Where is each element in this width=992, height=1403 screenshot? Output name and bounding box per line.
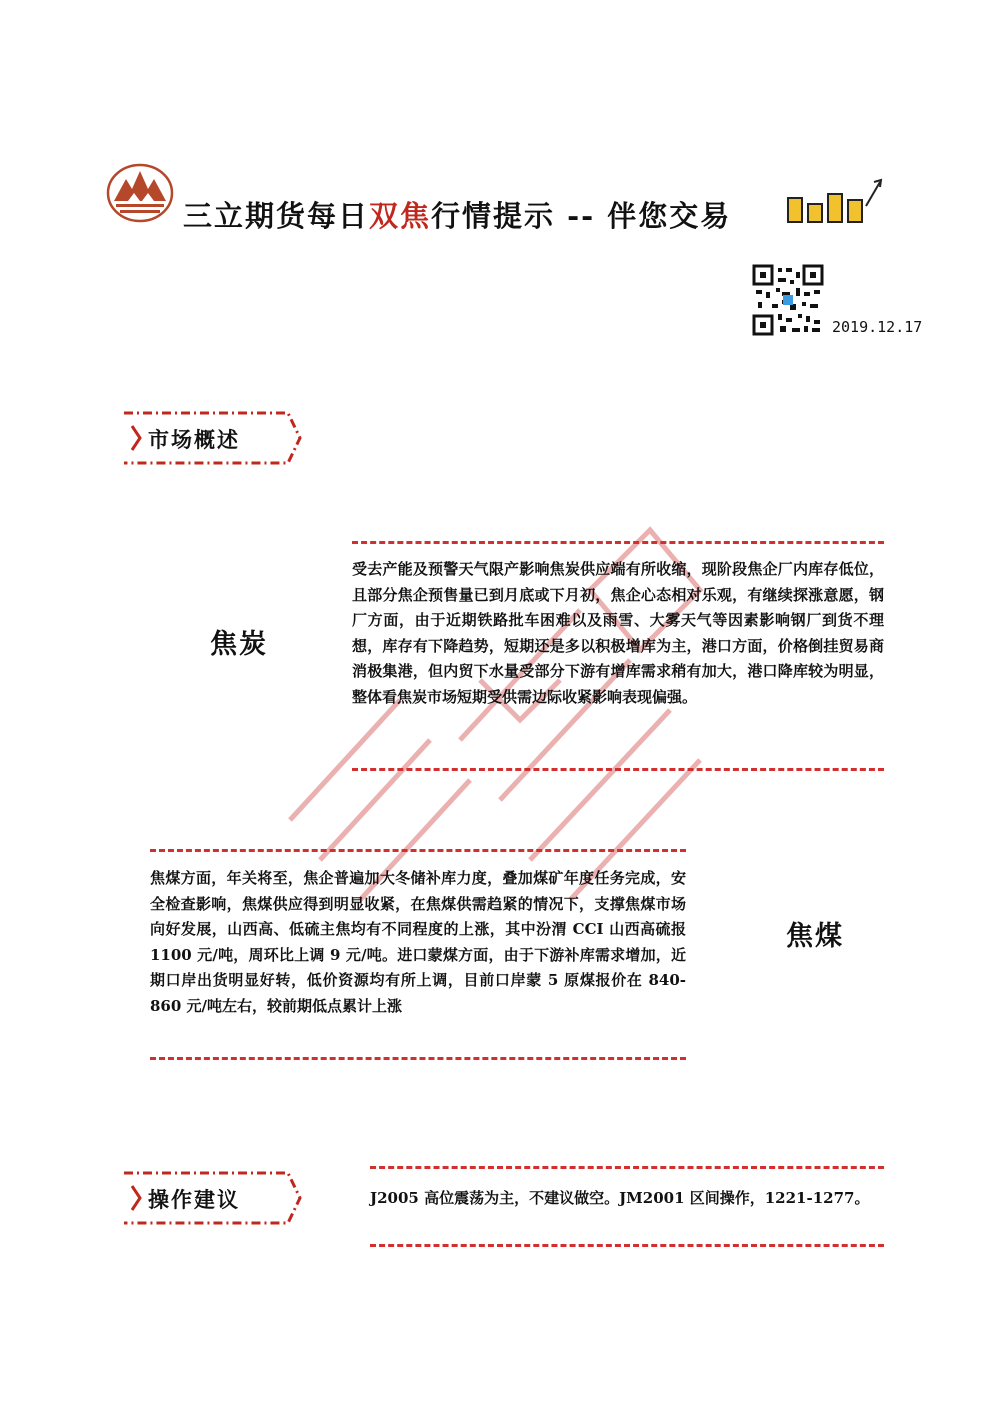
divider [352,768,884,771]
report-date: 2019.12.17 [832,318,923,336]
coking-coal-analysis-text: 焦煤方面，年关将至，焦企普遍加大冬储补库力度，叠加煤矿年度任务完成，安全检查影响，焦煤供应得到明显收紧，在焦煤供需趋紧的情况下，支撑焦煤市场向好发展，山西高、低硫主焦均有不同程度的上涨，其中汾渭 CCI 山西高硫报 1100 元/吨，周环比上调 9 元/吨。进口蒙煤方面，由于下游补库需求增加，近期口岸出货明显好转，低价资源均有所上调，目前口岸蒙 5 原煤报价在 840-860 元/吨左右，较前期低点累计上涨 [150,869,686,1015]
section-tag-trade-advice [112,1170,302,1226]
coke-label: 焦炭 [210,629,268,660]
coke-analysis-text: 受去产能及预警天气限产影响焦炭供应端有所收缩，现阶段焦企厂内库存低位，且部分焦企预售量已到月底或下月初，焦企心态相对乐观，有继续探涨意愿，钢厂方面，由于近期铁路批车困难以及雨雪、大雾天气等因素影响钢厂到货不理想，库存有下降趋势，短期还是多以积极增库为主，港口方面，价格倒挂贸易商消极集港，但内贸下水量受部分下游有增库需求稍有加大，港口降库较为明显，整体看焦炭市场短期受供需边际收紧影响表现偏强。 [352,560,884,706]
page-title [183,194,731,235]
divider [370,1244,884,1247]
trade-advice-text: J2005 高位震荡为主，不建议做空。JM2001 区间操作，1221-1277。 [370,1189,870,1207]
company-logo [106,163,174,223]
divider [370,1166,884,1169]
section-tag-market-overview [112,410,302,466]
title-part1: 三立期货每日 [183,199,370,233]
divider [150,1057,686,1060]
bar-chart-icon [786,176,886,224]
title-part2: 行情提示 -- 伴您交易 [431,199,732,233]
title-highlight: 双焦 [369,199,432,233]
divider [150,849,686,852]
qr-code-icon [752,264,824,336]
section-label: 市场概述 [148,427,240,452]
divider [352,541,884,544]
section-label: 操作建议 [148,1187,240,1212]
coking-coal-label: 焦煤 [786,921,844,952]
